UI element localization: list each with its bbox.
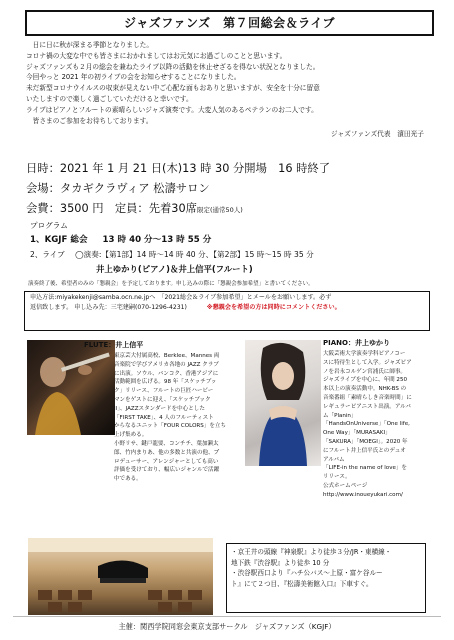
program-1-time: 13 時 40 分～13 時 55 分 xyxy=(102,235,212,245)
piano-bio-line: ム「Planin」 xyxy=(323,412,357,419)
intro-line: 皆さまのご参加をお待ちしております。 xyxy=(26,116,153,125)
access-line: ・京王井の頭線『神泉駅』より徒歩３分/JR・東横線・ xyxy=(231,548,392,556)
piano-role: PIANO xyxy=(323,339,348,347)
piano-bio-line: 「HandsOnUniverse」「One life, xyxy=(323,421,410,428)
flute-bio-line: 「FIRST TAKE」、4 人のフルーティスト xyxy=(114,414,214,421)
flute-bio xyxy=(114,352,226,484)
program-1 xyxy=(30,233,211,245)
performers: 井上ゆかり(ピアノ)＆井上信平(フルート) xyxy=(96,264,253,274)
apply-line-2 xyxy=(30,303,429,313)
venue-hall-photo xyxy=(28,538,213,615)
program-2 xyxy=(30,249,314,260)
intro-line: ライブはピアノとフルートの素晴らしいジャズ演奏です。大変人気のあるペテランのお二人です。 xyxy=(26,105,318,114)
access-line: ・渋谷駅西口より『ハチ公バス～上原・富ケ谷ルー xyxy=(231,569,383,577)
program-2-label: 2、ライブ xyxy=(30,250,65,259)
piano-bio-line: ジャズライブを中心に、年間 250 xyxy=(323,377,408,384)
piano-bio-line: One Way」「MURASAKI」 xyxy=(323,430,391,437)
access-line: 地下鉄『渋谷駅』より徒歩 10 分 xyxy=(231,558,330,567)
piano-heading xyxy=(323,338,390,348)
apply-contact: 返信致します。 申し込み先：三宅建嗣(070-1296-4231) xyxy=(30,304,187,311)
flute-player-photo xyxy=(27,340,115,435)
piano-bio-line: 「SAKURA」「MOEGI」。2020 年 xyxy=(323,438,408,445)
flute-bio-line: 郎、竹内まりあ、他の多数と共演の他、プ xyxy=(114,449,220,456)
flute-heading xyxy=(84,340,143,350)
piano-bio-line: レギュラーピアニスト出演。アルバ xyxy=(323,403,411,410)
piano-bio-line: 「LIFE‐in the name of love」を xyxy=(323,465,407,472)
reception-notice: 演奏終了後、希望者のみの「懇親会」を予定しております。申し込みの際に「懇親会参加希望」と書いてください。 xyxy=(28,281,314,287)
flute-bio-line: マンをゲストに迎え、「スケッチブック xyxy=(114,396,211,403)
page-title: ジャズファンズ 第７回総会＆ライブ xyxy=(25,10,434,36)
flute-bio-line: 小野リサ、鍵戸龍要、コンチチ、葉加瀬太 xyxy=(114,440,219,447)
flute-bio-line: に出演。ソウル、バンコク、香港アジアに xyxy=(114,370,219,377)
signature: ジャズファンズ代表 濱田光子 xyxy=(330,130,424,139)
program-label: プログラム xyxy=(30,221,68,230)
piano-bio-line: ノを岩永コルゲン宮浦氏に師事。 xyxy=(323,368,406,375)
official-website-link[interactable]: http://www.inoueyukari.com/ xyxy=(323,491,403,498)
intro-line: ジャズファンズも２月の総会を兼ねたライブ以降の活動を休止せざるを得ない状況となりました。 xyxy=(26,62,320,71)
flute-role: FLUTE xyxy=(84,341,109,349)
piano-player-photo xyxy=(245,340,321,466)
event-fee-note: 限定(通常50人) xyxy=(196,206,243,214)
flute-bio-line: 中である。 xyxy=(114,476,142,483)
intro-letter xyxy=(26,40,430,140)
flute-bio-line: 上げ集める。 xyxy=(114,432,148,439)
intro-line: いたしますので楽しく過ごしていただけると幸いです。 xyxy=(26,94,193,103)
flute-bio-line: ク」リリース、フルートの巨匠ハービー xyxy=(114,388,214,395)
piano-bio-line: 本以上の演奏活動中。NHK-BS の xyxy=(323,386,407,393)
intro-line: コロナ禍の大変な中でも皆さまにおかれましてはお元気にお過ごしのことと思います。 xyxy=(26,51,287,60)
event-venue: 会場：タカギクラヴィア 松濤サロン xyxy=(26,182,210,195)
flute-bio-line: 評価を受けており、幅広いジャンルで活躍 xyxy=(114,467,220,474)
event-datetime: 日時：2021 年 1 月 21 日(木)13 時 30 分開場 16 時終了 xyxy=(26,162,331,175)
flute-bio-line: 東京芸大付属高校、Berklee、Mannes 両 xyxy=(114,353,220,359)
piano-bio-line: にフルート井上信平氏とのデュオ xyxy=(323,447,406,454)
flute-bio-line: 音楽院で学びアメリカ各地の JAZZ クラブ xyxy=(114,361,219,368)
flute-bio-line: 活動範囲を広げる。98 年「スケッチブッ xyxy=(114,379,217,386)
program-2-detail: ◯演奏:【第1部】14 時～14 時 40 分、【第2部】15 時～15 時 35 分 xyxy=(75,250,314,259)
access-line: ト』にて２つ目、『松濤美術館入口』下車すぐ。 xyxy=(231,579,373,588)
flute-name: ：井上信平 xyxy=(108,341,144,349)
piano-bio-line: アルバム xyxy=(323,456,345,463)
piano-bio-line: 大阪芸術大学演奏学科ピアノコー xyxy=(323,351,406,357)
piano-bio-line: 音楽番組「素晴らしき音楽時間」に xyxy=(323,394,412,401)
event-fee: 会費：3500 円 定員：先着30席 xyxy=(26,202,197,215)
intro-line: 今回やっと 2021 年の初ライブの会をお知らせすることになりました。 xyxy=(26,73,241,82)
access-info xyxy=(226,543,426,613)
flute-bio-line: からなるユニット「FOUR COLORS」を立ち xyxy=(114,423,226,430)
flute-bio-line: II」、JAZZスタンダードを中心とした xyxy=(114,405,205,412)
piano-bio-line: リリース。 xyxy=(323,474,351,481)
intro-line: 未だ新型コロナウイルスの収束が見えない中ご心配な面もおありと思いますが、安全を十分に留意 xyxy=(26,84,320,93)
program-1-label: 1、KGJF 総会 xyxy=(30,235,88,245)
organizer-footer: 主催：関西学院同窓会東京支部サークル ジャズファンズ（KGJF） xyxy=(13,616,441,637)
piano-bio xyxy=(323,350,412,500)
event-fee-line xyxy=(26,202,243,217)
apply-reception-note: ※懇親会を希望の方は同時にコメントください。 xyxy=(206,304,341,311)
piano-bio-line: 公式ホームページ xyxy=(323,482,368,489)
piano-name: ：井上ゆかり xyxy=(347,339,390,347)
intro-line: 日に日に秋が深まる季節となりました。 xyxy=(26,41,154,49)
apply-line-1: 申込方法:miyakekenji@samba.ocn.ne.jpへ 「2021総会＆ライブ参加希望」とメールをお願いします。必ず xyxy=(30,294,332,301)
application-box xyxy=(24,291,430,331)
flute-bio-line: ロデューサー、アレンジャーとしても高い xyxy=(114,458,219,465)
piano-bio-line: スに特待生として入学。ジャズピア xyxy=(323,359,412,366)
